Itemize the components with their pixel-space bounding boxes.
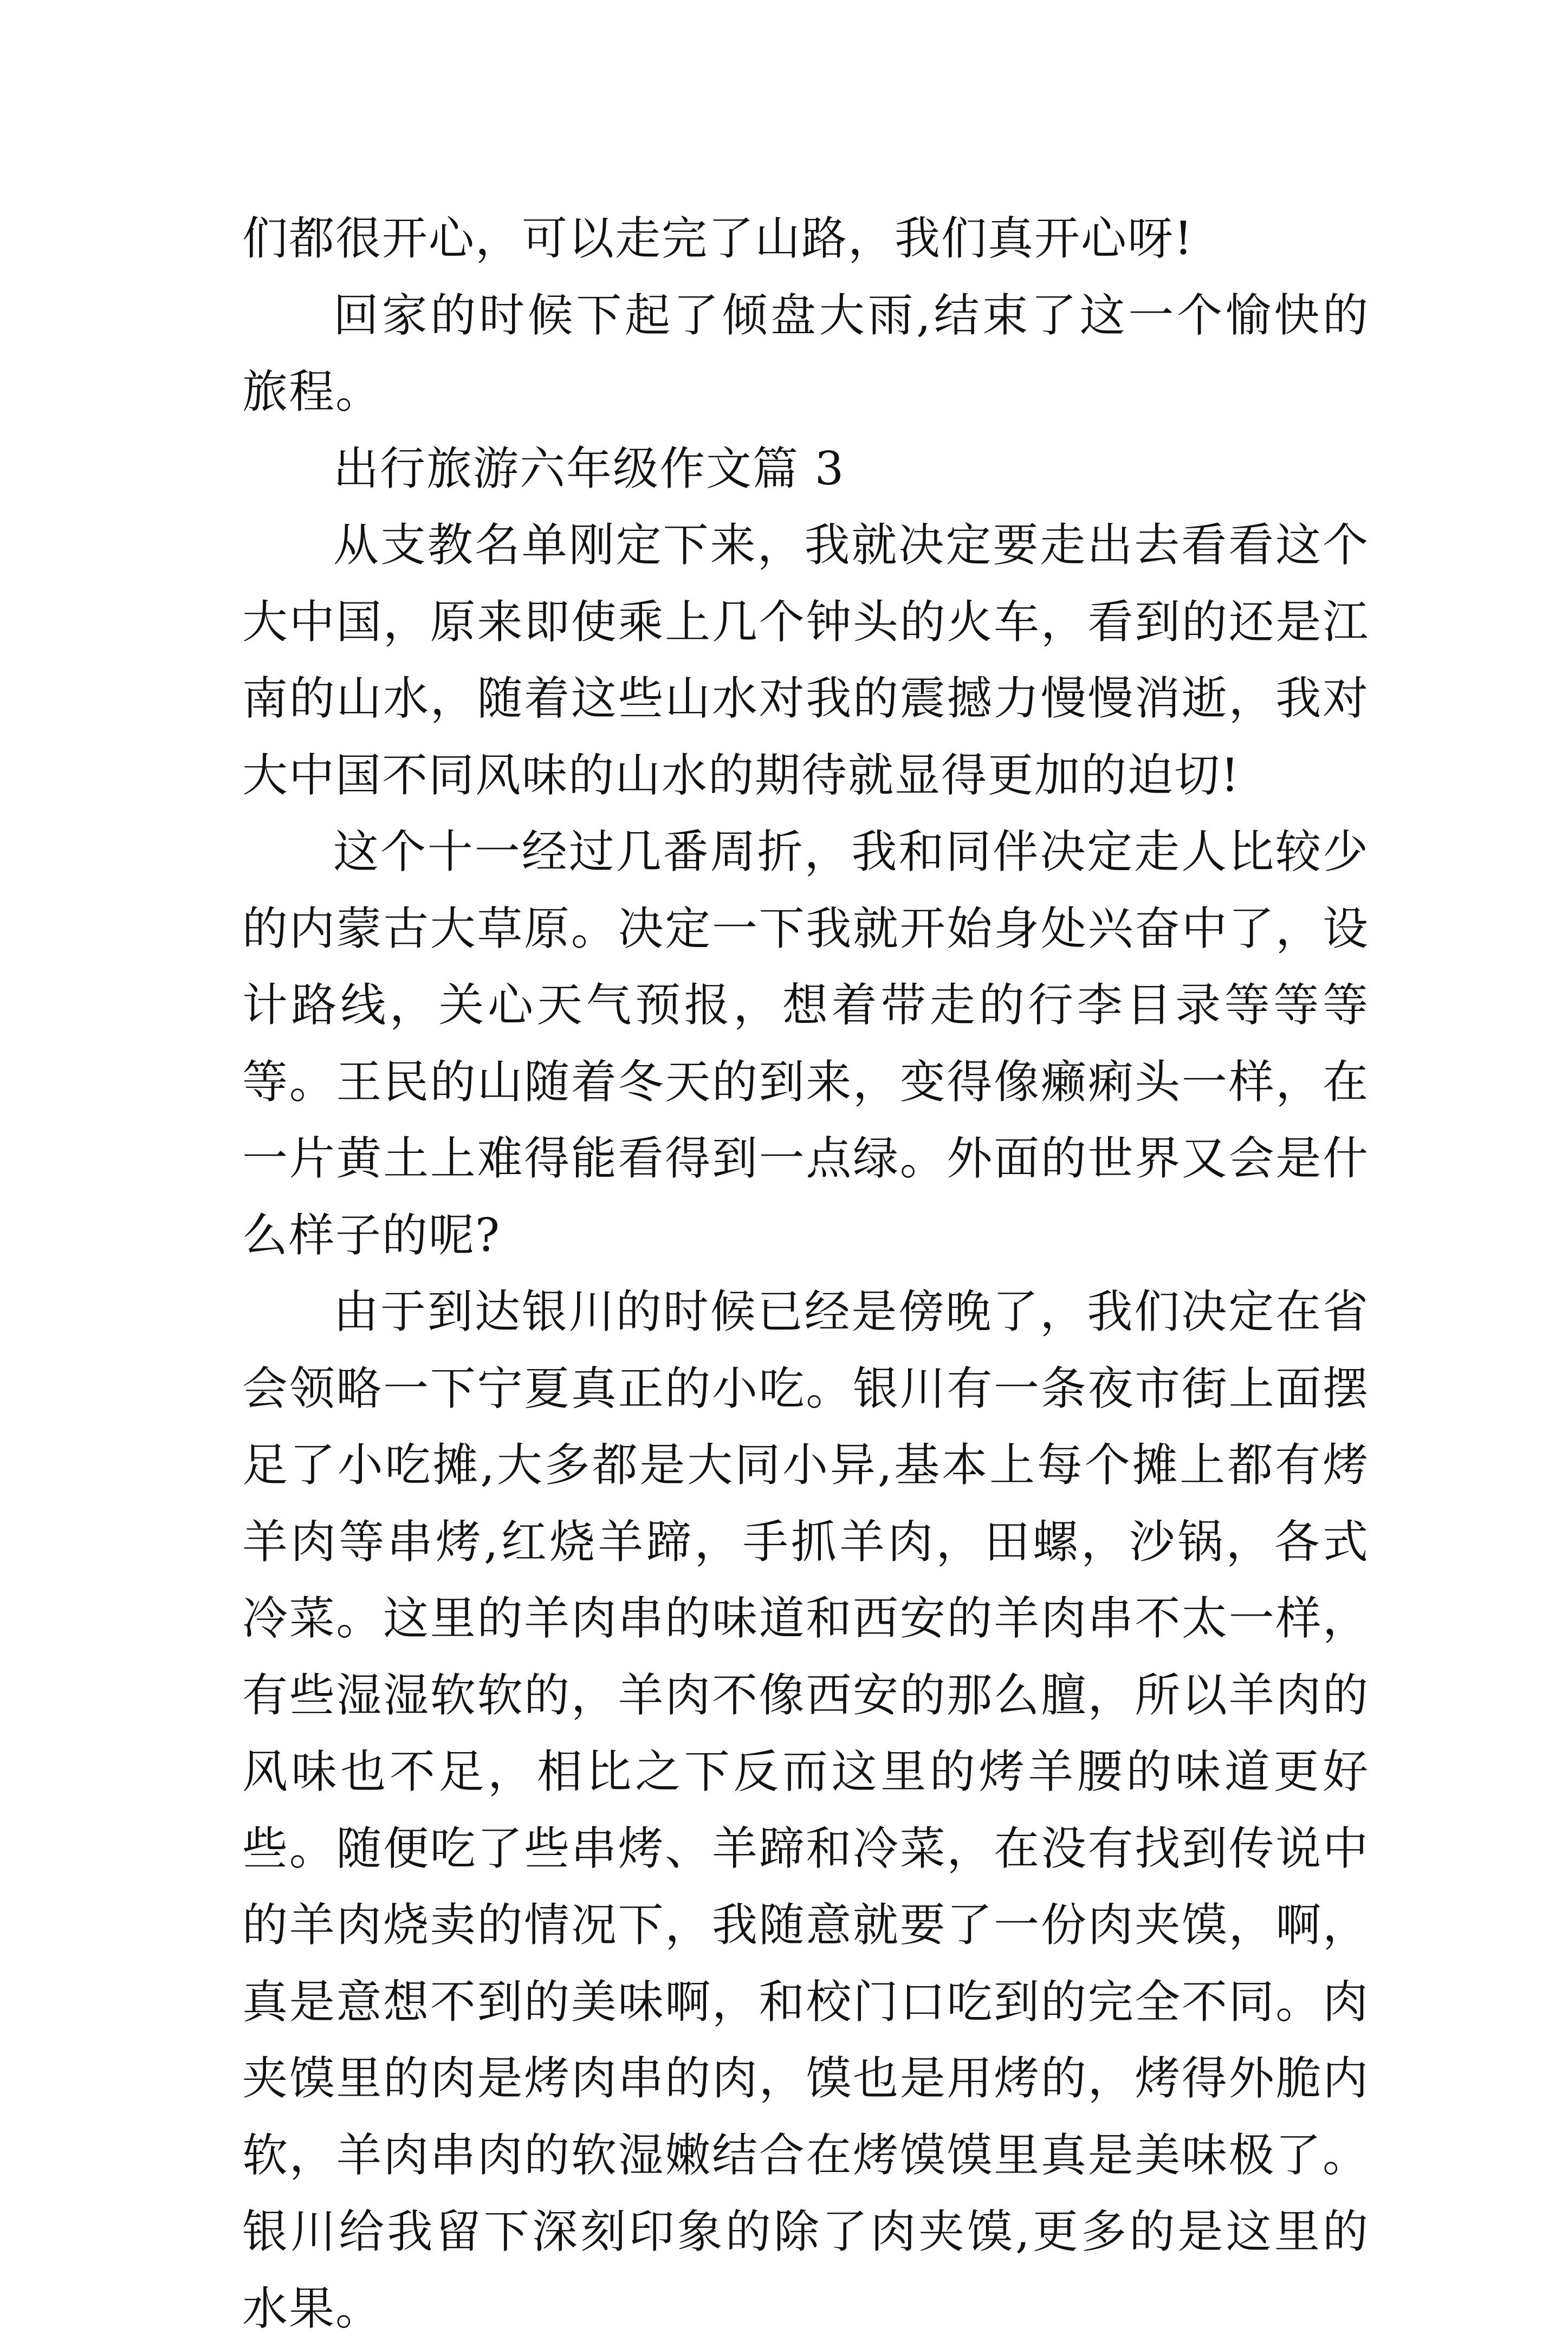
- section-heading: 出行旅游六年级作文篇 3: [333, 442, 845, 495]
- paragraph-yinchuan-food: 由于到达银川的时候已经是傍晚了，我们决定在省会领略一下宁夏真正的小吃。银川有一条夜市街上面摆足了小吃摊,大多都是大同小异,基本上每个摊上都有烤羊肉等串烤,红烧羊蹄，手抓羊肉，田螺，沙锅，各式冷菜。这里的羊肉串的味道和西安的羊肉串不太一样，有些湿湿软软的，羊肉不像西安的那么膻，所以羊肉的风味也不足，相比之下反而这里的烤羊腰的味道更好些。随便吃了些串烤、羊蹄和冷菜，在没有找到传说中的羊肉烧卖的情况下，我随意就要了一份肉夹馍，啊，真是意想不到的美味啊，和校门口吃到的完全不同。肉夹馍里的肉是烤肉串的肉，馍也是用烤的，烤得外脆内软，羊肉串肉的软湿嫩结合在烤馍馍里真是美味极了。银川给我留下深刻印象的除了肉夹馍,更多的是这里的水果。: [242, 1285, 1369, 2335]
- paragraph-trip-ending: 回家的时候下起了倾盘大雨,结束了这一个愉快的旅程。: [242, 288, 1369, 418]
- paragraph-intro: 从支教名单刚定下来，我就决定要走出去看看这个大中国，原来即使乘上几个钟头的火车，看到的还是江南的山水，随着这些山水对我的震撼力慢慢消逝，我对大中国不同风味的山水的期待就显得更加的迫切!: [242, 518, 1369, 802]
- document-body: [242, 200, 1369, 2347]
- paragraph-continuation: 们都很开心，可以走完了山路，我们真开心呀!: [242, 212, 1194, 265]
- paragraph-planning: 这个十一经过几番周折，我和同伴决定走人比较少的内蒙古大草原。决定一下我就开始身处兴奋中了，设计路线，关心天气预报，想着带走的行李目录等等等等。王民的山随着冬天的到来，变得像癞痢头一样，在一片黄土上难得能看得到一点绿。外面的世界又会是什么样子的呢?: [242, 825, 1369, 1262]
